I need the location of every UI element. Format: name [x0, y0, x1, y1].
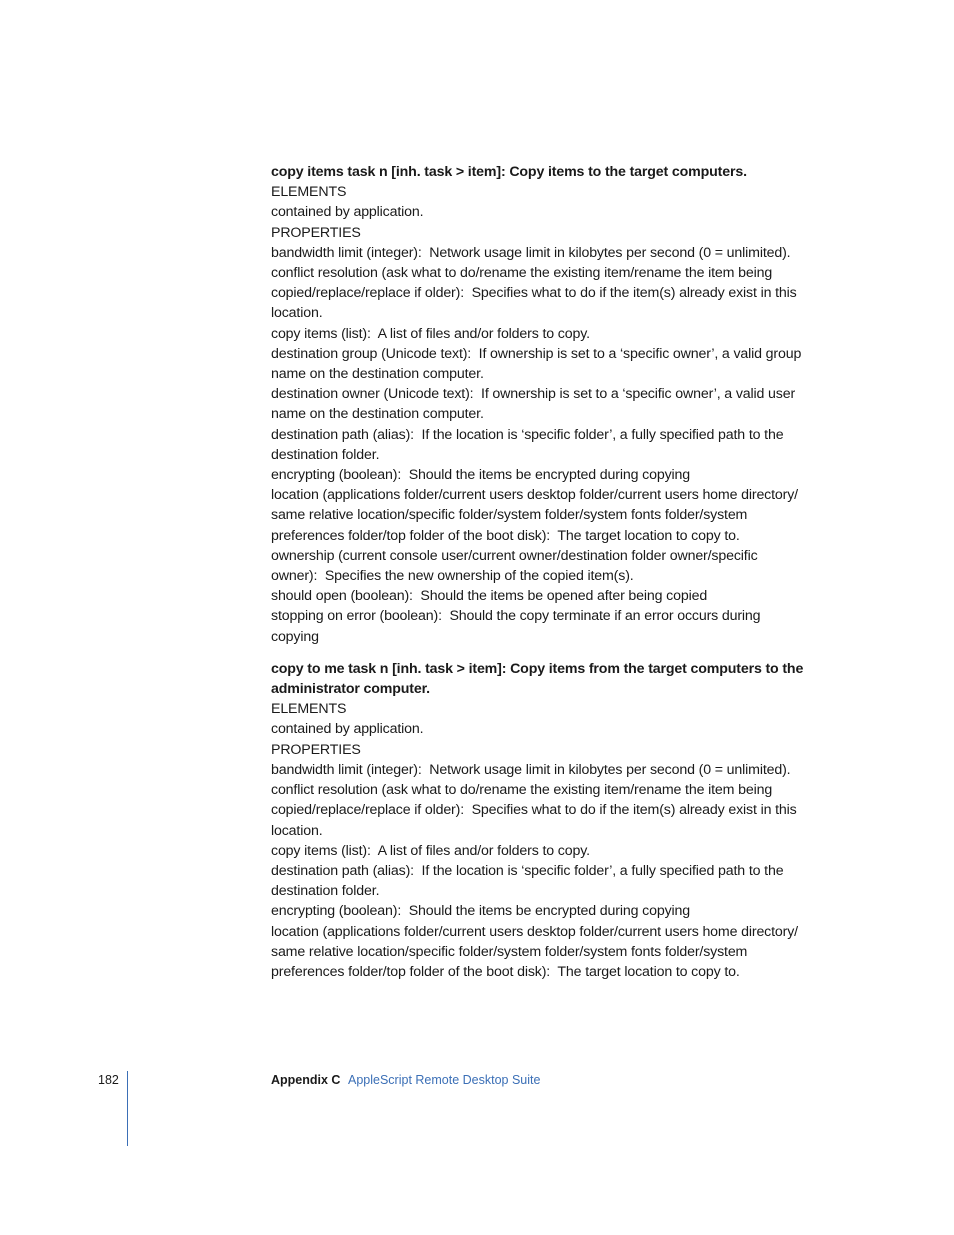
body-line: destination path (alias): If the location is ‘specific folder’, a fully specified path to the [271, 862, 784, 879]
body-line: owner): Specifies the new ownership of the copied item(s). [271, 568, 634, 585]
section-heading: copy to me task n [inh. task > item]: Copy items from the target computers to the [271, 660, 804, 677]
body-line: destination path (alias): If the location is ‘specific folder’, a fully specified path to the [271, 426, 784, 443]
body-line: name on the destination computer. [271, 366, 484, 383]
body-line: PROPERTIES [271, 741, 361, 758]
body-line: copied/replace/replace if older): Specifies what to do if the item(s) already exist in this [271, 285, 797, 302]
body-line: destination owner (Unicode text): If ownership is set to a ‘specific owner’, a valid user [271, 386, 796, 403]
section-copy-items-task [271, 162, 831, 647]
section-body [271, 182, 831, 647]
body-line: conflict resolution (ask what to do/rename the existing item/rename the item being [271, 782, 773, 799]
body-line: stopping on error (boolean): Should the copy terminate if an error occurs during [271, 608, 761, 625]
footer-divider [127, 1071, 128, 1146]
body-line: encrypting (boolean): Should the items be encrypted during copying [271, 903, 690, 920]
body-line: preferences folder/top folder of the boot disk): The target location to copy to. [271, 527, 740, 544]
body-line: copied/replace/replace if older): Specifies what to do if the item(s) already exist in this [271, 802, 797, 819]
body-line: destination folder. [271, 446, 380, 463]
footer-appendix-label: Appendix C [271, 1073, 341, 1087]
body-line: copy items (list): A list of files and/or folders to copy. [271, 325, 590, 342]
body-line: copy items (list): A list of files and/or folders to copy. [271, 842, 590, 859]
body-line: location. [271, 305, 323, 322]
body-line: copying [271, 628, 319, 645]
body-line: contained by application. [271, 204, 424, 221]
body-line: destination group (Unicode text): If ownership is set to a ‘specific owner’, a valid group [271, 345, 802, 362]
body-line: contained by application. [271, 721, 424, 738]
body-line: same relative location/specific folder/system folder/system fonts folder/system [271, 507, 748, 524]
body-line: bandwidth limit (integer): Network usage limit in kilobytes per second (0 = unlimited). [271, 761, 791, 778]
body-line: bandwidth limit (integer): Network usage limit in kilobytes per second (0 = unlimited). [271, 244, 791, 261]
body-line: ELEMENTS [271, 184, 347, 201]
body-line: conflict resolution (ask what to do/rename the existing item/rename the item being [271, 265, 773, 282]
body-line: PROPERTIES [271, 224, 361, 241]
body-line: should open (boolean): Should the items be opened after being copied [271, 588, 708, 605]
body-line: destination folder. [271, 883, 380, 900]
body-line: preferences folder/top folder of the boot disk): The target location to copy to. [271, 963, 740, 980]
body-line: ELEMENTS [271, 701, 347, 718]
footer-appendix-title: AppleScript Remote Desktop Suite [348, 1073, 541, 1087]
page-number: 182 [98, 1073, 119, 1087]
body-line: location (applications folder/current users desktop folder/current users home directory/ [271, 923, 798, 940]
body-line: encrypting (boolean): Should the items be encrypted during copying [271, 467, 690, 484]
page-content [271, 162, 831, 994]
section-heading: administrator computer. [271, 681, 430, 698]
body-line: location (applications folder/current users desktop folder/current users home directory/ [271, 487, 798, 504]
body-line: location. [271, 822, 323, 839]
body-line: same relative location/specific folder/system folder/system fonts folder/system [271, 943, 748, 960]
body-line: name on the destination computer. [271, 406, 484, 423]
body-line: ownership (current console user/current owner/destination folder owner/specific [271, 547, 758, 564]
section-body [271, 699, 831, 982]
section-heading: copy items task n [inh. task > item]: Copy items to the target computers. [271, 164, 747, 180]
section-copy-to-me-task [271, 659, 831, 982]
